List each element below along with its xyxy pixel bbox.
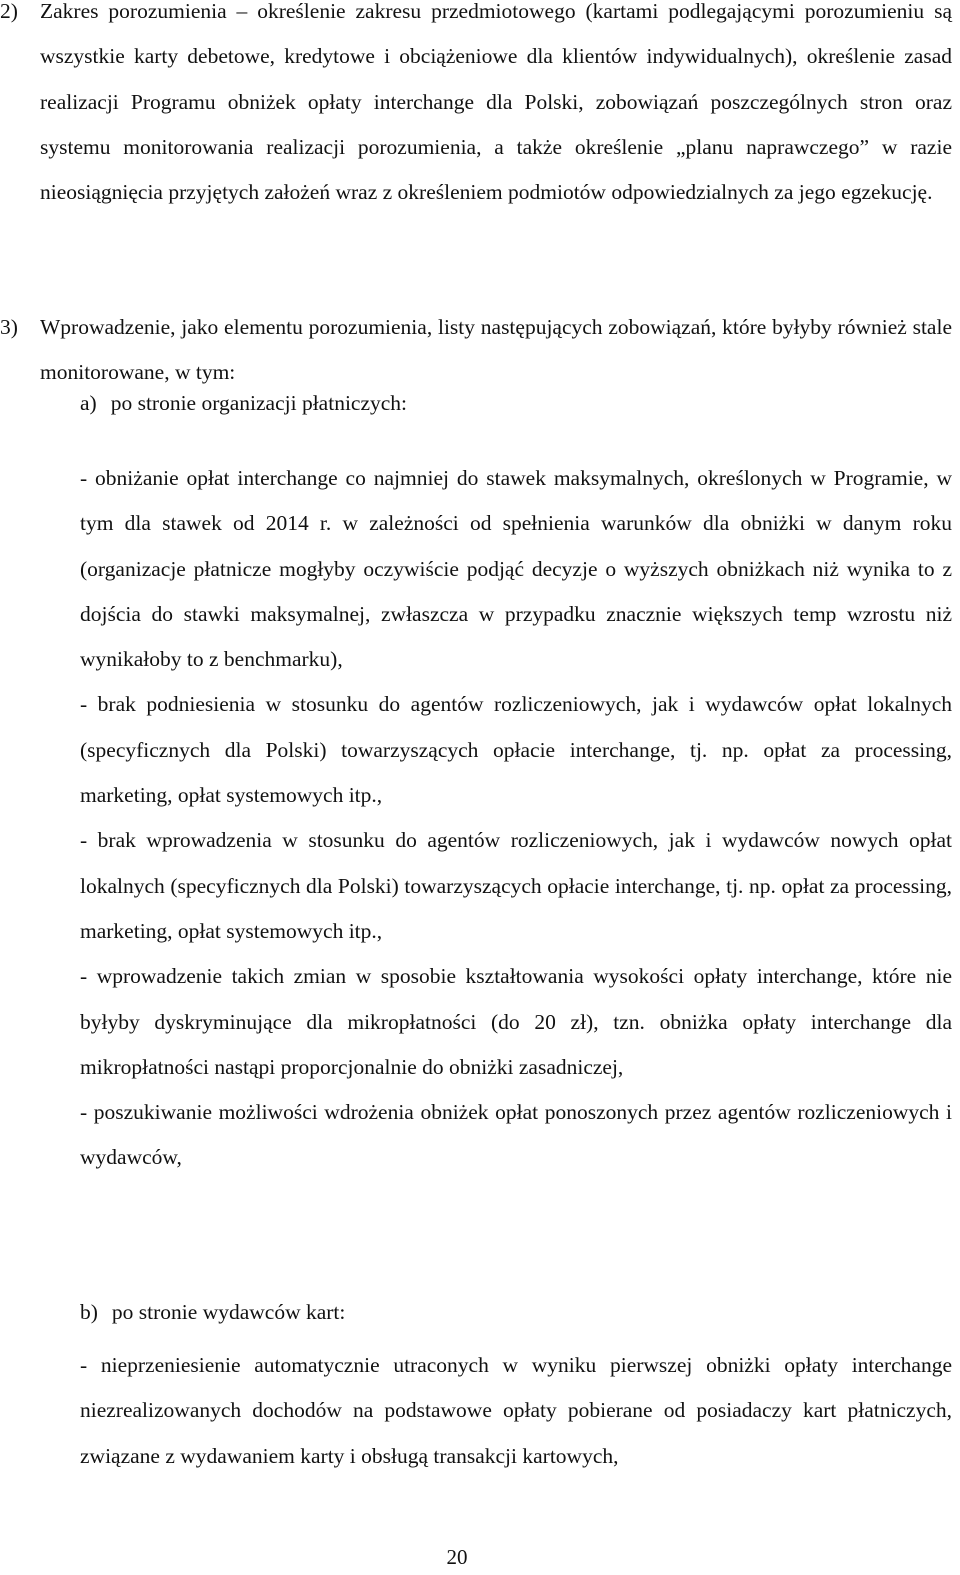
sub-item-b-heading: [80, 1290, 952, 1335]
sub-item-b-body: [80, 1343, 952, 1479]
obligation-paragraph: - nieprzeniesienie automatycznie utraconych w wyniku pierwszej obniżki opłaty interchange niezrealizowanych dochodów na podstawowe opłaty pobierane od posiadaczy kart płatniczych, związane z wydawaniem karty i obsługą transakcji kartowych,: [80, 1353, 952, 1468]
sub-item-a-body: [80, 456, 952, 1181]
list-item-number: 3): [0, 315, 18, 339]
sub-item-heading: po stronie organizacji płatniczych:: [110, 391, 408, 415]
list-item-text: Wprowadzenie, jako elementu porozumienia, listy następujących zobowiązań, które byłyby również stale monitorowane, w tym:: [40, 315, 952, 385]
sub-item-a-heading: [80, 381, 952, 426]
list-item-text: Zakres porozumienia – określenie zakresu przedmiotowego (kartami podlegającymi porozumieniu są wszystkie karty debetowe, kredytowe i obciążeniowe dla klientów indywidualnych), określenie zasad realizacji Programu obniżek opłaty interchange dla Polski, zobowiązań poszczególnych stron oraz systemu monitorowania realizacji porozumienia, a także określenie „planu naprawczego” w razie nieosiągnięcia przyjętych założeń wraz z określeniem podmiotów odpowiedzialnych za jego egzekucję.: [40, 0, 952, 205]
list-item-number: 2): [0, 0, 18, 23]
sub-item-label: b): [80, 1300, 98, 1324]
obligation-paragraph: - brak podniesienia w stosunku do agentów rozliczeniowych, jak i wydawców opłat lokalnych (specyficznych dla Polski) towarzyszących opłacie interchange, tj. np. opłat za processing, marketing, opłat systemowych itp.,: [80, 692, 952, 808]
obligation-paragraph: - poszukiwanie możliwości wdrożenia obniżek opłat ponoszonych przez agentów rozliczeniowych i wydawców,: [80, 1100, 952, 1170]
sub-item-heading: po stronie wydawców kart:: [111, 1300, 346, 1324]
sub-item-label: a): [80, 391, 97, 415]
page-number: 20: [446, 1545, 468, 1569]
list-item-2: [0, 0, 952, 215]
obligation-paragraph: - obniżanie opłat interchange co najmniej do stawek maksymalnych, określonych w Programie, w tym dla stawek od 2014 r. w zależności od spełnienia warunków dla obniżki w danym roku (organizacje płatnicze mogłyby oczywiście podjąć decyzje o wyższych obniżkach niż wynika to z dojścia do stawki maksymalnej, zwłaszcza w przypadku znacznie większych temp wzrostu niż wynikałoby to z benchmarku),: [80, 466, 952, 672]
obligation-paragraph: - wprowadzenie takich zmian w sposobie kształtowania wysokości opłaty interchange, które nie byłyby dyskryminujące dla mikropłatności (do 20 zł), tzn. obniżka opłaty interchange dla mikropłatności nastąpi proporcjonalnie do obniżki zasadniczej,: [80, 964, 952, 1079]
obligation-paragraph: - brak wprowadzenia w stosunku do agentów rozliczeniowych, jak i wydawców nowych opłat lokalnych (specyficznych dla Polski) towarzyszących opłacie interchange, tj. np. opłat za processing, marketing, opłat systemowych itp.,: [80, 828, 952, 943]
